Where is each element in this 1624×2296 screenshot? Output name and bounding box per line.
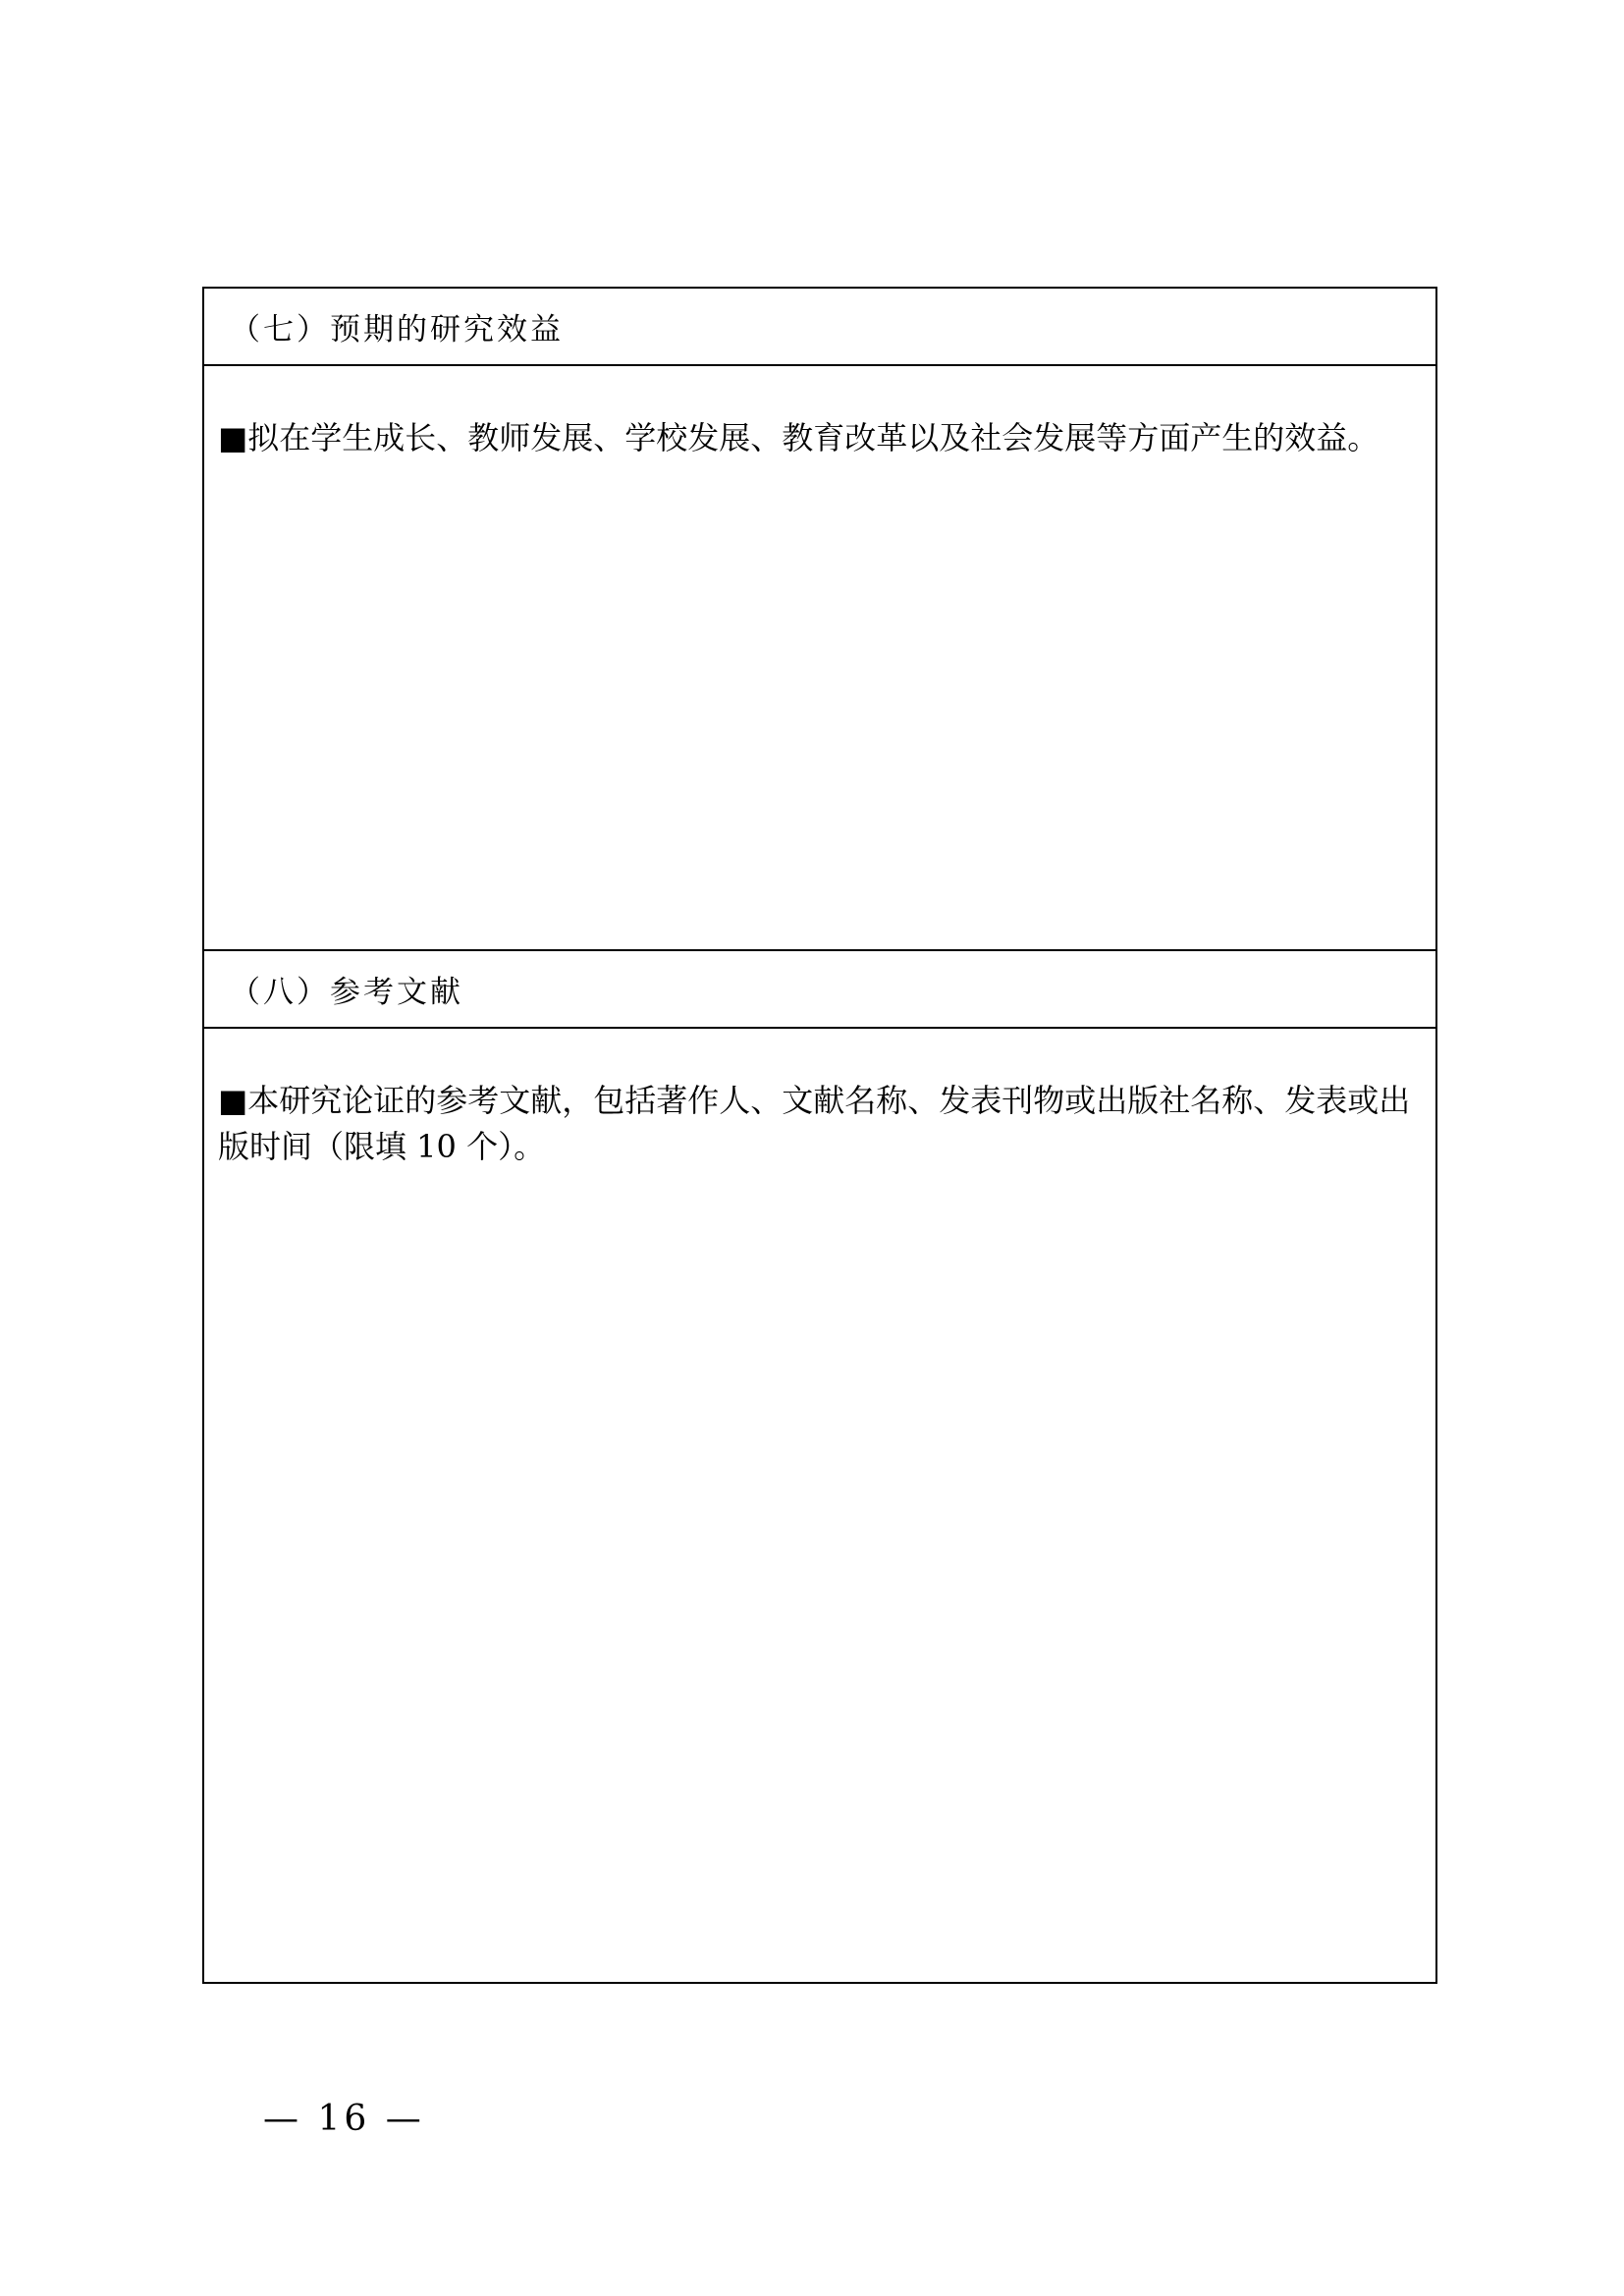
expected-benefits-instruction: ■拟在学生成长、教师发展、学校发展、教育改革以及社会发展等方面产生的效益。 (218, 419, 1380, 456)
references-instruction: ■本研究论证的参考文献，包括著作人、文献名称、发表刊物或出版社名称、发表或出版时间（限填 10 个）。 (218, 1082, 1411, 1165)
section-heading-expected-benefits: （七）预期的研究效益 (204, 289, 1435, 366)
references-field[interactable] (204, 1029, 1435, 1982)
section-heading-references: （八）参考文献 (204, 951, 1435, 1029)
form-table (202, 287, 1437, 1984)
expected-benefits-field[interactable] (204, 366, 1435, 951)
page-number: — 16 — (263, 2099, 425, 2139)
